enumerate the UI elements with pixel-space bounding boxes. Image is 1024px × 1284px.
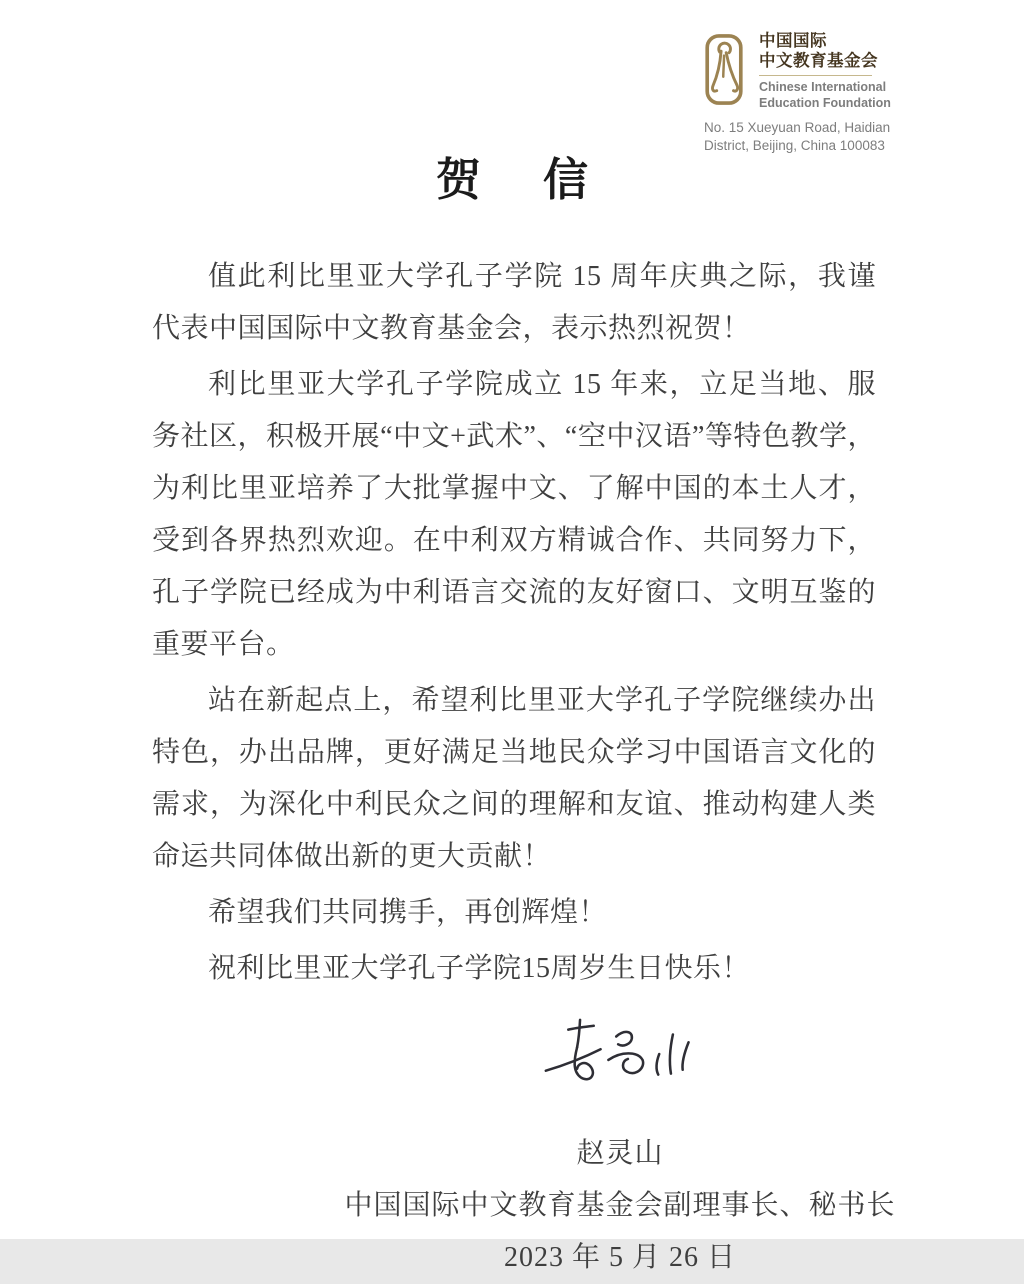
paragraph-4: 希望我们共同携手，再创辉煌！ [208,897,608,928]
letterhead-text [759,31,891,111]
foundation-logo-mark-icon [704,33,744,106]
letter-title [0,153,1024,207]
org-name-en-line1: Chinese International [759,80,887,94]
signature-handwriting [540,1015,710,1101]
paragraph-1: 值此利比里亚大学孔子学院 15 周年庆典之际，我谨代表中国国际中文教育基金会，表示热烈祝贺！ [152,261,876,344]
letterhead [704,31,889,155]
letterhead-divider [759,75,872,76]
paragraph-5: 祝利比里亚大学孔子学院15周岁生日快乐！ [208,953,751,984]
org-address-line2: District, Beijing, China 100083 [704,138,885,153]
org-name-cn-line1: 中国国际 [759,31,827,50]
signer-name: 赵灵山 [576,1138,664,1169]
letter-body [152,251,896,1284]
signer-block [320,1128,920,1284]
letterhead-row [704,31,889,111]
letter-title-char-1: 贺 [435,155,481,205]
letter-date: 2023 年 5 月 26 日 [503,1242,736,1273]
paragraph-3: 站在新起点上，希望利比里亚大学孔子学院继续办出特色，办出品牌，更好满足当地民众学习中国语言文化的需求，为深化中利民众之间的理解和友谊、推动构建人类命运共同体做出新的更大贡献！ [152,685,876,872]
org-address-line1: No. 15 Xueyuan Road, Haidian [704,120,891,135]
paragraph-2: 利比里亚大学孔子学院成立 15 年来，立足当地、服务社区，积极开展“中文+武术”、“空中汉语”等特色教学，为利比里亚培养了大批掌握中文、了解中国的本土人才，受到各界热烈欢迎。在中利双方精诚合作、共同努力下，孔子学院已经成为中利语言交流的友好窗口、文明互鉴的重要平台。 [152,369,876,660]
org-address [704,119,889,155]
org-name-en-line2: Education Foundation [759,95,891,110]
signer-title: 中国国际中文教育基金会副理事长、秘书长 [344,1190,896,1221]
org-name-cn-line2: 中文教育基金会 [759,51,878,70]
letter-title-char-2: 信 [543,155,589,205]
